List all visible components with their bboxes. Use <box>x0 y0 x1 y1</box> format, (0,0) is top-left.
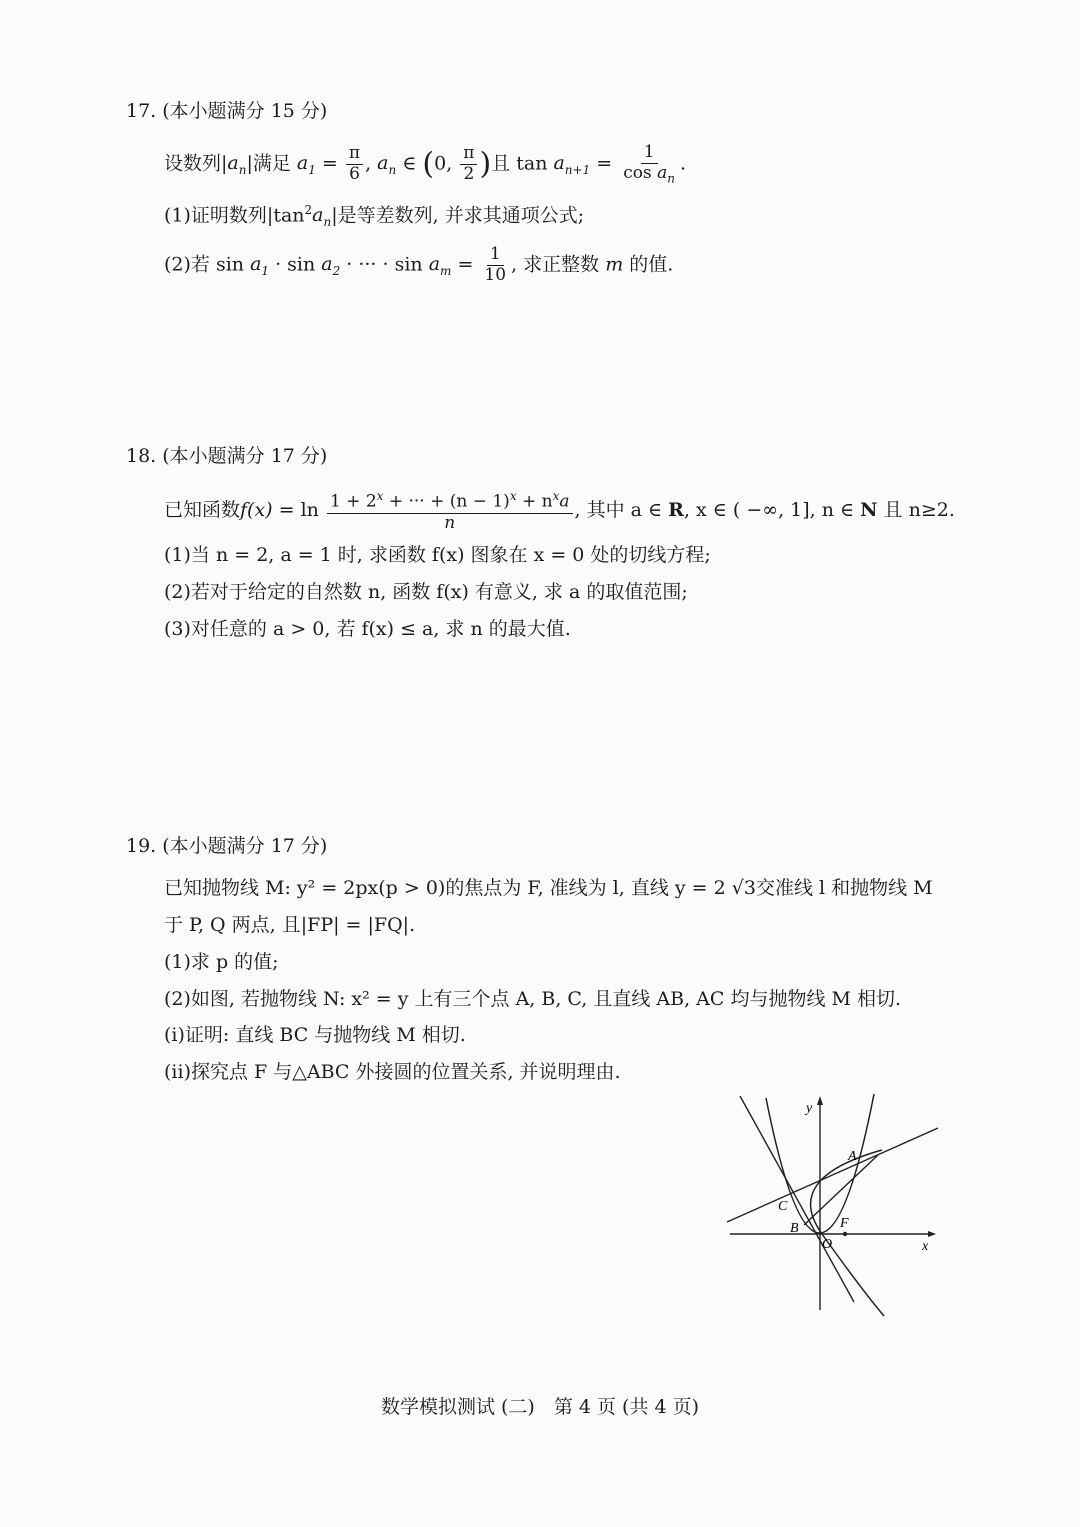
x-axis-arrow <box>928 1231 936 1237</box>
q17-part1-text: (1)证明数列|tan <box>164 204 305 227</box>
label-c: C <box>778 1199 788 1214</box>
right-paren: ) <box>479 146 492 182</box>
label-o: O <box>822 1237 833 1252</box>
numerator: 1 <box>487 246 504 266</box>
dots: · ··· · sin <box>340 253 429 276</box>
period: . <box>679 152 687 175</box>
comma: , <box>365 152 378 175</box>
numerator: π <box>346 145 363 165</box>
q17-stem-text: 且 tan <box>491 152 554 175</box>
numerator: 1 <box>641 144 658 164</box>
q18-part2: (2)若对于给定的自然数 n, 函数 f(x) 有意义, 求 a 的取值范围; <box>164 581 688 603</box>
interval-start: 0, <box>434 152 459 175</box>
equals: = <box>315 152 344 175</box>
numerator-part: + n <box>516 491 553 512</box>
q17-part1-text: |是等差数列, 并求其通项公式; <box>331 204 585 227</box>
denominator: 6 <box>349 163 360 184</box>
q19-part2: (2)如图, 若抛物线 N: x² = y 上有三个点 A, B, C, 且直线 AB, AC 均与抛物线 M 相切. <box>164 988 902 1010</box>
q18-header: 18. (本小题满分 17 分) <box>126 445 328 467</box>
fraction-pi-6 <box>346 145 363 184</box>
denominator: 10 <box>484 264 507 285</box>
q19-sub-i: (i)证明: 直线 BC 与抛物线 M 相切. <box>164 1024 466 1046</box>
focus-point <box>843 1232 847 1236</box>
q18-stem-text: , x ∈ ( −∞, 1], n ∈ <box>683 499 861 522</box>
natural-set: N <box>860 499 878 522</box>
q17-header: 17. (本小题满分 15 分) <box>126 100 328 122</box>
fraction-1-cos <box>620 144 678 185</box>
q19-sub-ii: (ii)探究点 F 与△ABC 外接圆的位置关系, 并说明理由. <box>164 1061 621 1083</box>
q18-stem-text: 已知函数 <box>164 499 241 522</box>
q17-part1: (1)证明数列$|\tan^2a_n|$是等差数列, 并求其通项公式; <box>164 203 585 230</box>
equals: = <box>590 152 619 175</box>
ln-text: = ln <box>272 499 325 522</box>
fraction-pi-2 <box>460 145 477 184</box>
q17-stem <box>164 144 686 185</box>
a-1: $a_1$ <box>296 152 316 178</box>
real-set: R <box>668 499 684 522</box>
q17-part2-text: 的值. <box>623 253 674 276</box>
in-symbol: ∈ <box>396 152 423 175</box>
q17-part2: (2)若 $\sin a_1 \cdot \sin a_2$ · ··· · $\sin a_m$ = $\frac{1}{10}$ , 求正整数 m 的值. <box>164 244 674 285</box>
y-axis-arrow <box>817 1096 823 1105</box>
denominator: 2 <box>463 163 475 184</box>
dot: · sin <box>269 253 322 276</box>
f-of-x: f(x) <box>240 499 273 522</box>
parabola-figure <box>722 1090 948 1318</box>
fraction-1-10 <box>481 246 509 285</box>
label-f: F <box>840 1216 849 1231</box>
a-n-plus-1: $a_{n+1}$ <box>553 152 591 178</box>
q17-part2-text: (2)若 sin <box>164 253 251 276</box>
line-cb <box>740 1096 854 1302</box>
page-footer: 数学模拟测试 (二) 第 4 页 (共 4 页) <box>380 1396 700 1418</box>
denominator: $\cos a_n$ <box>623 162 675 186</box>
denominator: n <box>444 512 456 533</box>
a-n: $a_n$ <box>377 152 397 178</box>
label-a: A <box>848 1149 857 1164</box>
line-ca <box>727 1128 938 1222</box>
label-x: x <box>922 1239 929 1254</box>
q19-header: 19. (本小题满分 17 分) <box>126 835 328 857</box>
label-b: B <box>790 1221 799 1236</box>
numerator: π <box>460 145 477 165</box>
numerator: $1 + 2^x$ + ··· + $(n - 1)^x + n^xa$ <box>327 490 573 514</box>
left-paren: ( <box>422 146 435 182</box>
q19-stem-line2: 于 P, Q 两点, 且|FP| = |FQ|. <box>164 914 416 936</box>
q19-stem-line1: 已知抛物线 M: y² = 2px(p > 0)的焦点为 F, 准线为 l, 直线 y = 2 √3交准线 l 和抛物线 M <box>164 877 933 899</box>
q18-part3: (3)对任意的 a > 0, 若 f(x) ≤ a, 求 n 的最大值. <box>164 618 571 640</box>
q18-part1: (1)当 n = 2, a = 1 时, 求函数 f(x) 图象在 x = 0 处的切线方程; <box>164 544 711 566</box>
q17-part2-text: , 求正整数 <box>511 253 606 276</box>
numerator-part: 1 + 2 <box>329 491 377 512</box>
q17-stem-text: 设数列| <box>164 152 228 175</box>
a-n: $a_n$ <box>227 152 247 178</box>
q18-stem-text: a ∈ <box>630 499 669 522</box>
q18-stem-text: 且 n≥2. <box>877 499 955 522</box>
q18-stem <box>164 490 955 532</box>
q18-stem-text: , 其中 <box>574 499 631 522</box>
q19-part1: (1)求 p 的值; <box>164 951 279 973</box>
numerator-part: + ··· + (n − 1) <box>383 491 510 512</box>
fraction-ln-argument <box>327 490 573 532</box>
cos-text: cos <box>623 162 658 183</box>
q17-stem-text: |满足 <box>246 152 297 175</box>
equals: = <box>451 253 480 276</box>
label-y: y <box>806 1101 813 1116</box>
